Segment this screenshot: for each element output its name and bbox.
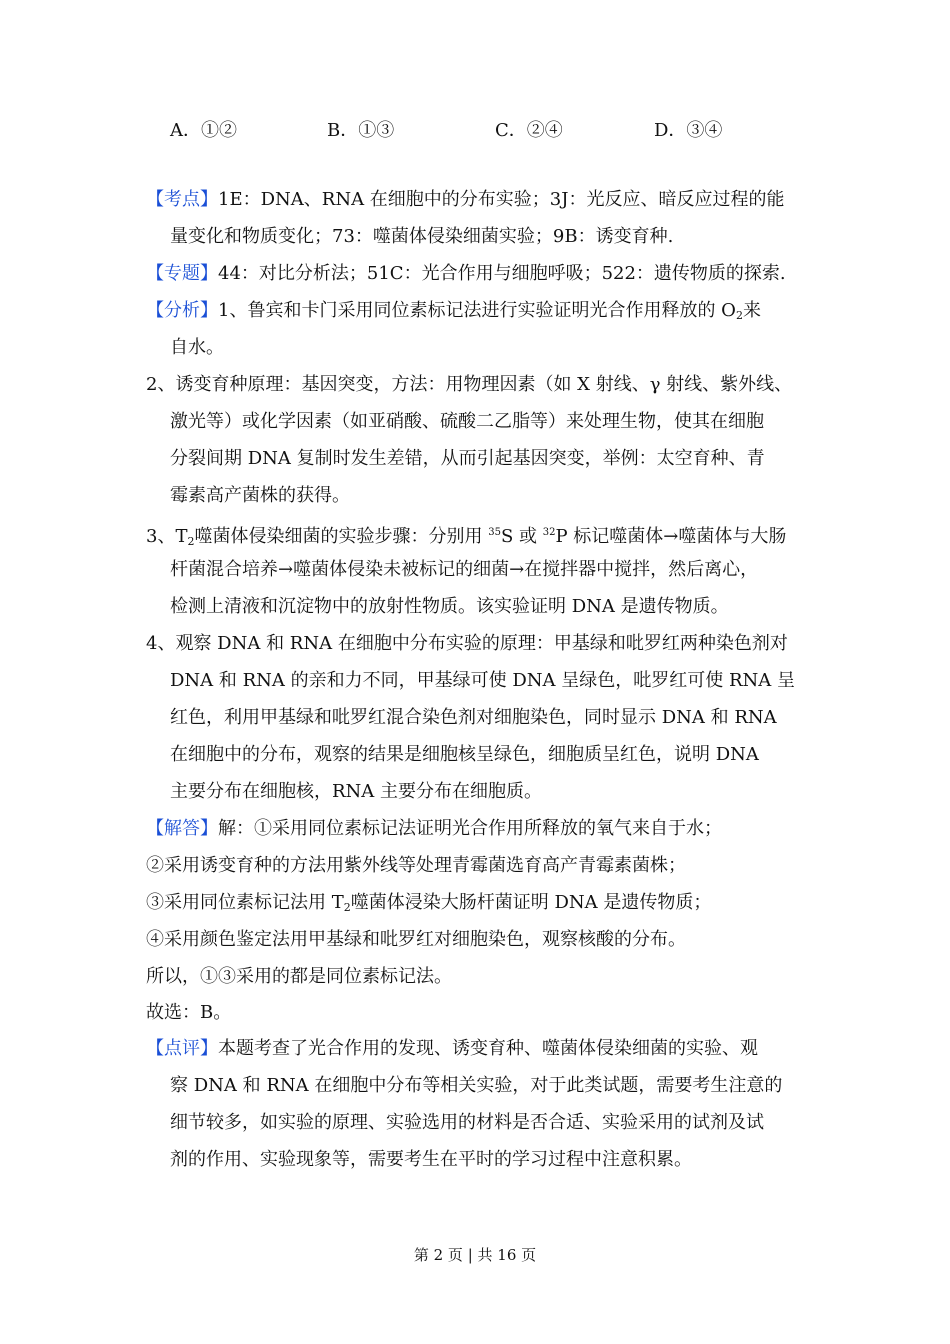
dianping-line-4: 剂的作用、实验现象等，需要考生在平时的学习过程中注意积累。 [170, 1149, 692, 1170]
jieda-text-3b: 噬菌体浸染大肠杆菌证明 DNA 是遗传物质； [350, 892, 712, 913]
jieda-line-2: ②采用诱变育种的方法用紫外线等处理青霉菌选育高产青霉素菌株； [146, 855, 686, 876]
fenxi-p3-c: S 或 [500, 526, 543, 547]
fenxi-line-2: 自水。 [170, 337, 224, 358]
jieda-text-1: 解：①采用同位素标记法证明光合作用所释放的氧气来自于水； [218, 818, 722, 839]
fenxi-line-1 [146, 298, 761, 329]
jieda-t2-sub: 2 [343, 901, 351, 914]
jieda-tag: 【解答】 [146, 818, 218, 839]
jieda-line-3 [146, 890, 711, 921]
dianping-line-2: 察 DNA 和 RNA 在细胞中分布等相关实验，对于此类试题，需要考生注意的 [170, 1075, 783, 1096]
fenxi-p3-t2-sub: 2 [187, 535, 195, 548]
answer-options [170, 116, 870, 146]
option-c: C．②④ [495, 120, 563, 141]
option-a: A．①② [170, 120, 237, 141]
fenxi-tag: 【分析】 [146, 300, 218, 321]
zhuanti-line-1 [146, 261, 786, 287]
fenxi-p4-line-2: DNA 和 RNA 的亲和力不同，甲基绿可使 DNA 呈绿色，吡罗红可使 RNA 呈 [170, 670, 796, 691]
fenxi-text-1-post: 来 [742, 300, 761, 321]
kaodian-line-1 [146, 187, 784, 213]
fenxi-p4-line-3: 红色，利用甲基绿和吡罗红混合染色剂对细胞染色，同时显示 DNA 和 RNA [170, 707, 777, 728]
page-footer: 第 2 页 | 共 16 页 [413, 1246, 537, 1264]
fenxi-p3-a: 3、T [146, 526, 188, 547]
kaodian-text-1: 1E：DNA、RNA 在细胞中的分布实验；3J：光反应、暗反应过程的能 [218, 189, 785, 210]
fenxi-o2-sub: 2 [735, 309, 743, 322]
fenxi-p4-line-5: 主要分布在细胞核，RNA 主要分布在细胞质。 [170, 781, 543, 802]
zhuanti-tag: 【专题】 [146, 263, 218, 284]
fenxi-p3-b: 噬菌体侵染细菌的实验步骤：分别用 [194, 526, 489, 547]
fenxi-p2-line-2: 激光等）或化学因素（如亚硝酸、硫酸二乙脂等）来处理生物，使其在细胞 [170, 411, 764, 432]
fenxi-p2-line-3: 分裂间期 DNA 复制时发生差错，从而引起基因突变，举例：太空育种、青 [170, 448, 765, 469]
fenxi-p3-sup-32: 32 [542, 527, 556, 538]
jieda-line-5: 所以，①③采用的都是同位素标记法。 [146, 966, 452, 987]
kaodian-line-2: 量变化和物质变化；73：噬菌体侵染细菌实验；9B：诱变育种. [170, 226, 674, 247]
jieda-line-6: 故选：B。 [146, 1002, 232, 1023]
fenxi-p4-line-4: 在细胞中的分布，观察的结果是细胞核呈绿色，细胞质呈红色，说明 DNA [170, 744, 759, 765]
jieda-line-4: ④采用颜色鉴定法用甲基绿和吡罗红对细胞染色，观察核酸的分布。 [146, 929, 686, 950]
dianping-text-1: 本题考查了光合作用的发现、诱变育种、噬菌体侵染细菌的实验、观 [218, 1038, 758, 1059]
fenxi-p3-line-3: 检测上清液和沉淀物中的放射性物质。该实验证明 DNA 是遗传物质。 [170, 596, 729, 617]
fenxi-p2-line-1: 2、诱变育种原理：基因突变，方法：用物理因素（如 X 射线、γ 射线、紫外线、 [146, 374, 793, 395]
jieda-text-3a: ③采用同位素标记法用 T [146, 892, 344, 913]
dianping-line-1 [146, 1036, 758, 1062]
option-b: B．①③ [327, 120, 395, 141]
fenxi-p3-line-1 [146, 520, 786, 555]
jieda-line-1 [146, 816, 722, 842]
fenxi-p3-sup-35: 35 [488, 527, 501, 538]
zhuanti-text-1: 44：对比分析法；51C：光合作用与细胞呼吸；522：遗传物质的探索. [218, 263, 786, 284]
fenxi-p3-d: P 标记噬菌体→噬菌体与大肠 [555, 526, 787, 547]
fenxi-p4-line-1: 4、观察 DNA 和 RNA 在细胞中分布实验的原理：甲基绿和吡罗红两种染色剂对 [146, 633, 788, 654]
fenxi-text-1-pre: 1、鲁宾和卡门采用同位素标记法进行实验证明光合作用释放的 O [218, 300, 736, 321]
option-d: D．③④ [654, 120, 723, 141]
fenxi-p2-line-4: 霉素高产菌株的获得。 [170, 485, 350, 506]
dianping-line-3: 细节较多，如实验的原理、实验选用的材料是否合适、实验采用的试剂及试 [170, 1112, 764, 1133]
dianping-tag: 【点评】 [146, 1038, 218, 1059]
fenxi-p3-line-2: 杆菌混合培养→噬菌体侵染未被标记的细菌→在搅拌器中搅拌，然后离心， [170, 559, 759, 580]
kaodian-tag: 【考点】 [146, 189, 218, 210]
